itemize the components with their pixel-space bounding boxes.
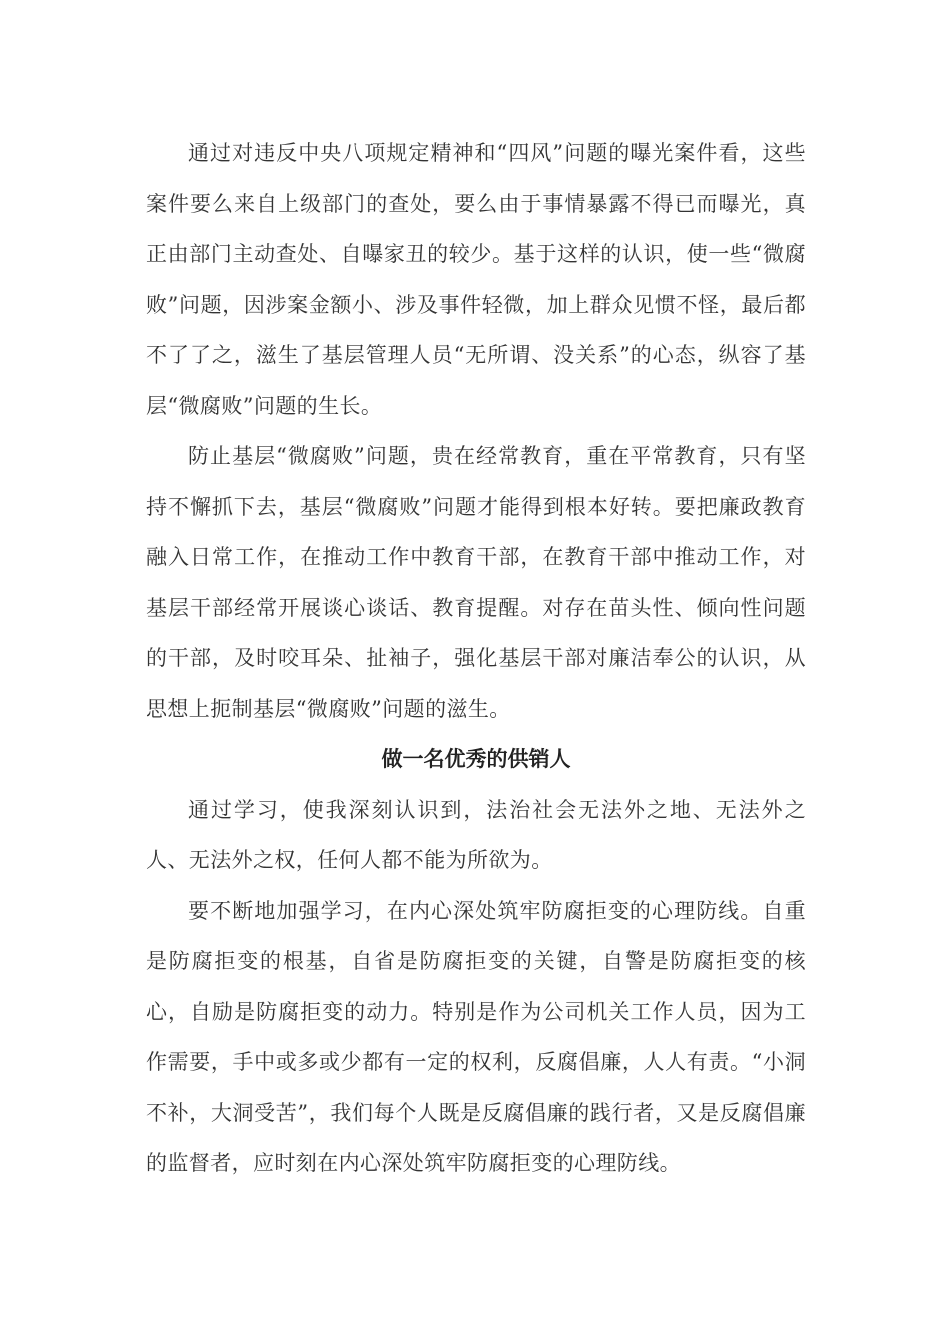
paragraph-2: 防止基层“微腐败”问题，贵在经常教育，重在平常教育，只有坚持不懈抓下去，基层“微腐败”问题才能得到根本好转。要把廉政教育融入日常工作，在推动工作中教育干部，在教育干部中推动工作，对基层干部经常开展谈心谈话、教育提醒。对存在苗头性、倾向性问题的干部，及时咬耳朵、扯袖子，强化基层干部对廉洁奉公的认识，从思想上扼制基层“微腐败”问题的滋生。: [146, 444, 806, 721]
section-title: 做一名优秀的供销人: [381, 747, 571, 771]
paragraph-4: 要不断地加强学习，在内心深处筑牢防腐拒变的心理防线。自重是防腐拒变的根基，自省是防腐拒变的关键，自警是防腐拒变的核心，自励是防腐拒变的动力。特别是作为公司机关工作人员，因为工作需要，手中或多或少都有一定的权利，反腐倡廉，人人有责。“小洞不补，大洞受苦”，我们每个人既是反腐倡廉的践行者，又是反腐倡廉的监督者，应时刻在内心深处筑牢防腐拒变的心理防线。: [146, 898, 806, 1175]
paragraph-1: 通过对违反中央八项规定精神和“四风”问题的曝光案件看，这些案件要么来自上级部门的查处，要么由于事情暴露不得已而曝光，真正由部门主动查处、自曝家丑的较少。基于这样的认识，使一些“微腐败”问题，因涉案金额小、涉及事件轻微，加上群众见惯不怪，最后都不了了之，滋生了基层管理人员“无所谓、没关系”的心态，纵容了基层“微腐败”问题的生长。: [146, 141, 806, 418]
paragraph-3: 通过学习，使我深刻认识到，法治社会无法外之地、无法外之人、无法外之权，任何人都不能为所欲为。: [146, 797, 806, 872]
document-body: [146, 128, 806, 1189]
